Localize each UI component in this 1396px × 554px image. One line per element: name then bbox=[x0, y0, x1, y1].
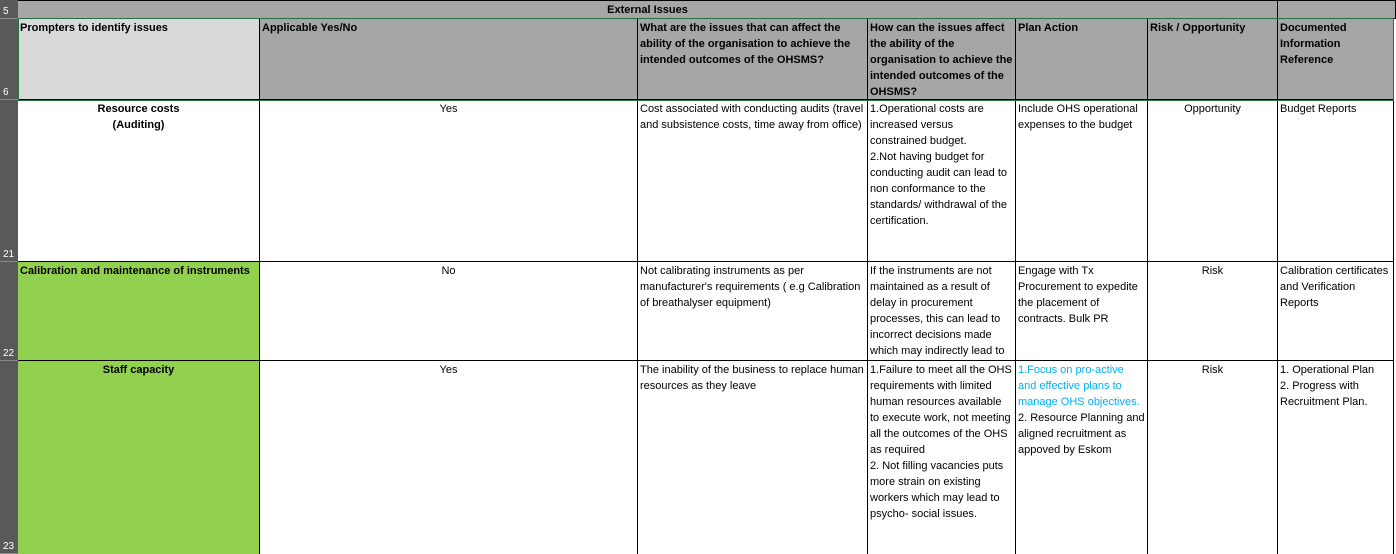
prompter-cell[interactable] bbox=[18, 361, 260, 554]
row-header-21[interactable] bbox=[0, 100, 18, 262]
row-header-22[interactable] bbox=[0, 262, 18, 361]
applicable-cell[interactable] bbox=[260, 361, 638, 554]
how-cell[interactable] bbox=[868, 262, 1016, 361]
sheet-title: External Issues bbox=[607, 4, 688, 16]
plan-text: Engage with Tx Procurement to expedite the placement of contracts. Bulk PR bbox=[1018, 265, 1138, 325]
how-text: If the instruments are not maintained as a result of delay in procurement processes, this can lead to incorrect decisions made which may indirectly lead to bbox=[870, 265, 1005, 357]
how-cell[interactable] bbox=[868, 361, 1016, 554]
header-doc-reference[interactable] bbox=[1278, 19, 1394, 100]
prompter-text: Calibration and maintenance of instruments bbox=[20, 265, 250, 277]
applicable-cell[interactable] bbox=[260, 100, 638, 262]
row-number: 5 bbox=[3, 6, 9, 17]
applicable-cell[interactable] bbox=[260, 262, 638, 361]
how-text: 1.Failure to meet all the OHS requirements with limited human resources available to execute work, not meeting all the outcomes of the OHS as required 2. Not filling vacancies puts more strain on existing workers which may lead to psycho- social issues. bbox=[870, 364, 1012, 520]
plan-cell[interactable] bbox=[1016, 100, 1148, 262]
risk-text: Risk bbox=[1201, 364, 1224, 376]
header-label: Risk / Opportunity bbox=[1150, 22, 1246, 34]
header-issues-affect[interactable] bbox=[638, 19, 868, 100]
header-plan-action[interactable] bbox=[1016, 19, 1148, 100]
applicable-text: No bbox=[441, 265, 456, 277]
plan-text-highlight: 1.Focus on pro-active and effective plans to manage OHS objectives. bbox=[1018, 364, 1140, 408]
issue-text: The inability of the business to replace human resources as they leave bbox=[640, 364, 864, 392]
row-number: 21 bbox=[3, 249, 15, 260]
reference-text: Calibration certificates and Verification Reports bbox=[1280, 265, 1389, 309]
title-cell-extra[interactable] bbox=[1278, 0, 1396, 19]
reference-text: Budget Reports bbox=[1280, 103, 1357, 115]
header-label: Applicable Yes/No bbox=[262, 22, 358, 34]
header-label: How can the issues affect the ability of the organisation to achieve the intended outcomes of the OHSMS? bbox=[870, 22, 1013, 98]
risk-text: Opportunity bbox=[1184, 103, 1241, 115]
risk-cell[interactable] bbox=[1148, 100, 1278, 262]
row-number: 22 bbox=[3, 348, 15, 359]
title-cell[interactable] bbox=[18, 0, 1278, 19]
applicable-text: Yes bbox=[439, 103, 458, 115]
issue-cell[interactable] bbox=[638, 100, 868, 262]
header-label: Prompters to identify issues bbox=[20, 22, 168, 34]
issue-cell[interactable] bbox=[638, 361, 868, 554]
header-label: Plan Action bbox=[1018, 22, 1079, 34]
plan-text: Include OHS operational expenses to the budget bbox=[1018, 103, 1138, 131]
prompter-text: Staff capacity bbox=[102, 364, 175, 376]
plan-cell[interactable] bbox=[1016, 361, 1148, 554]
risk-text: Risk bbox=[1201, 265, 1224, 277]
header-applicable[interactable] bbox=[260, 19, 638, 100]
risk-cell[interactable] bbox=[1148, 262, 1278, 361]
header-label: Documented Information Reference bbox=[1280, 22, 1347, 66]
risk-cell[interactable] bbox=[1148, 361, 1278, 554]
prompter-cell[interactable] bbox=[18, 262, 260, 361]
header-prompters[interactable] bbox=[18, 19, 260, 100]
header-how-affect[interactable] bbox=[868, 19, 1016, 100]
prompter-cell[interactable] bbox=[18, 100, 260, 262]
plan-text: 2. Resource Planning and aligned recruitment as appoved by Eskom bbox=[1018, 412, 1145, 456]
row-number: 6 bbox=[3, 87, 9, 98]
row-header-5[interactable] bbox=[0, 0, 18, 19]
row-header-23[interactable] bbox=[0, 361, 18, 554]
plan-cell[interactable] bbox=[1016, 262, 1148, 361]
how-text: 1.Operational costs are increased versus constrained budget. 2.Not having budget for conducting audit can lead to non conformance to the standards/ withdrawal of the certification. bbox=[870, 103, 1007, 227]
issue-text: Not calibrating instruments as per manufacturer's requirements ( e.g Calibration of breathalyser equipment) bbox=[640, 265, 861, 309]
reference-cell[interactable] bbox=[1278, 100, 1394, 262]
row-number: 23 bbox=[3, 541, 15, 552]
reference-cell[interactable] bbox=[1278, 361, 1394, 554]
how-cell[interactable] bbox=[868, 100, 1016, 262]
applicable-text: Yes bbox=[439, 364, 458, 376]
issue-text: Cost associated with conducting audits (travel and subsistence costs, time away from office) bbox=[640, 103, 864, 131]
header-label: What are the issues that can affect the ability of the organisation to achieve the intended outcomes of the OHSMS? bbox=[640, 22, 851, 66]
prompter-text: Resource costs (Auditing) bbox=[97, 103, 180, 131]
issue-cell[interactable] bbox=[638, 262, 868, 361]
header-risk-opportunity[interactable] bbox=[1148, 19, 1278, 100]
reference-cell[interactable] bbox=[1278, 262, 1394, 361]
row-header-6[interactable] bbox=[0, 19, 18, 100]
reference-text: 1. Operational Plan 2. Progress with Recruitment Plan. bbox=[1280, 364, 1375, 408]
